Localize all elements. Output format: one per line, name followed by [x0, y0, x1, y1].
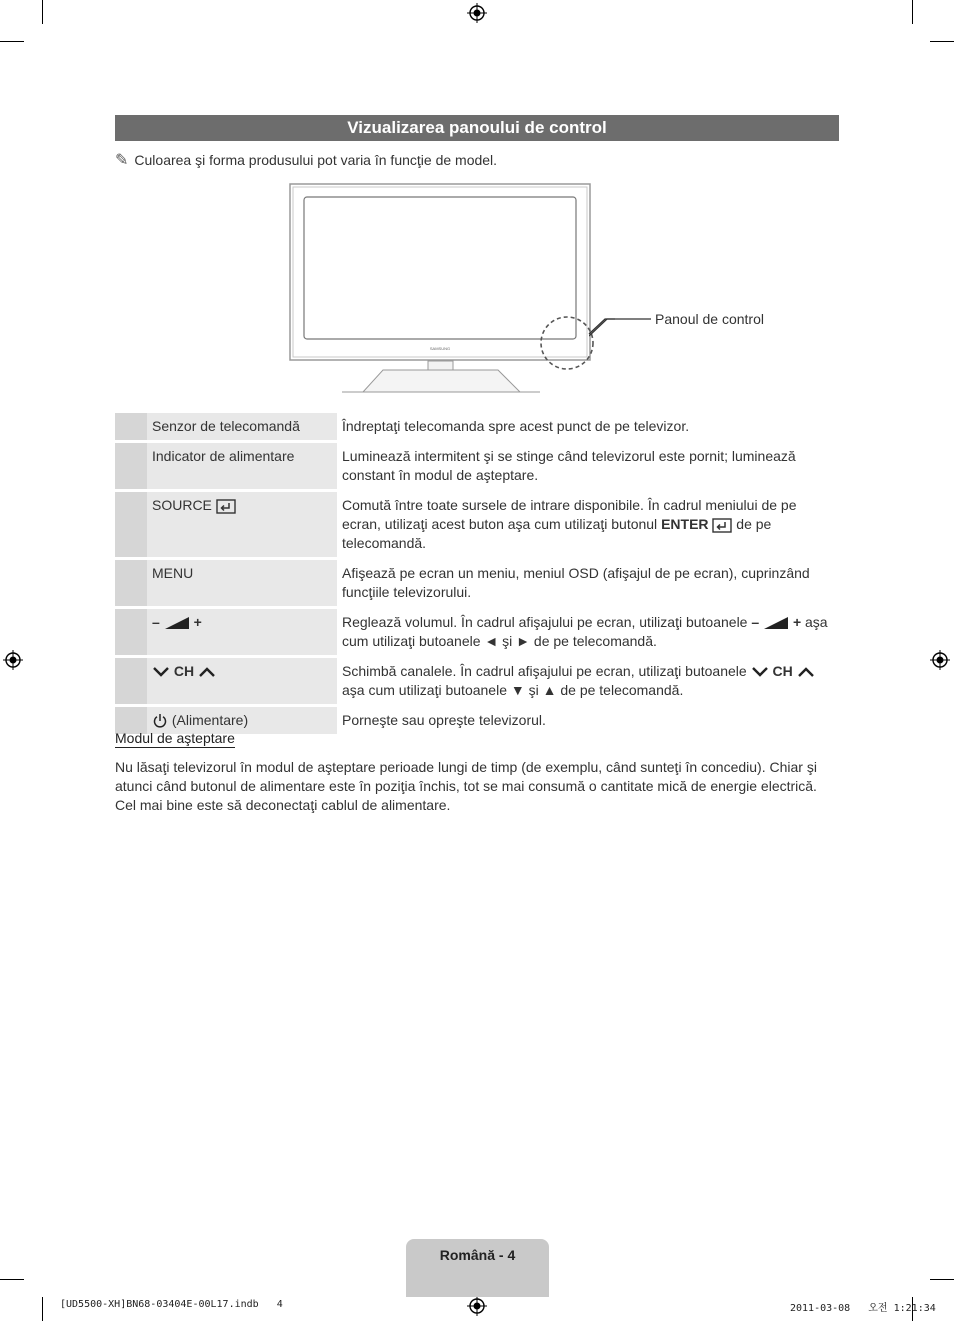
brand-logo-text: SAMSUNG [429, 346, 451, 351]
desc-text: aşa cum utilizaţi butoanele ◄ şi ► de pe telecomandă. [342, 614, 828, 649]
chevron-down-icon [152, 666, 170, 678]
enter-icon [216, 499, 236, 514]
table-row [115, 443, 839, 489]
tv-illustration [285, 182, 615, 400]
table-row [115, 560, 839, 606]
crop-mark [42, 1297, 43, 1321]
table-row [115, 492, 839, 557]
power-label: (Alimentare) [171, 712, 249, 728]
registration-mark-icon [467, 3, 487, 23]
table-row [115, 609, 839, 655]
crop-mark [912, 0, 913, 24]
callout-label: Panoul de control [655, 311, 764, 327]
desc-text: de pe telecomandă. [342, 516, 772, 551]
crop-mark [930, 41, 954, 42]
control-name: Indicator de alimentare [147, 443, 337, 489]
power-icon [152, 713, 168, 729]
row-marker [115, 413, 147, 440]
footer-file-info: [UD5500-XH]BN68-03404E-00L17.indb 4 [60, 1299, 283, 1310]
standby-paragraph: Nu lăsaţi televizorul în modul de aşteptare perioade lungi de timp (de exemplu, când sunteţi în concediu). Chiar şi atunci când butonul de alimentare este în poziţia închis, tot se mai consumă o cantitate mică de energie electrică. Cel mai bine este să deconectaţi cablul de alimentare. [115, 759, 817, 813]
note [115, 150, 497, 170]
control-desc: Afişează pe ecran un meniu, meniul OSD (afişajul de pe ecran), cuprinzând funcţiile televizorului. [342, 565, 810, 600]
enter-icon [712, 518, 732, 533]
desc-text: Reglează volumul. În cadrul afişajului pe ecran, utilizaţi butoanele [342, 614, 752, 630]
control-desc [337, 492, 839, 557]
chevron-up-icon [797, 666, 815, 678]
desc-bold: ENTER [661, 516, 709, 532]
crop-mark [0, 41, 24, 42]
control-name-source [147, 492, 337, 557]
control-table [115, 410, 839, 737]
control-name: Senzor de telecomandă [147, 413, 337, 440]
volume-icon [763, 616, 789, 630]
section-title: Vizualizarea panoului de control [115, 115, 839, 141]
control-desc: Luminează intermitent şi se stinge când televizorul este pornit; luminează constant în modul de aşteptare. [342, 448, 796, 483]
row-marker [115, 443, 147, 489]
desc-text: Schimbă canalele. În cadrul afişajului pe ecran, utilizaţi butoanele [342, 663, 751, 679]
chevron-up-icon [198, 666, 216, 678]
row-marker [115, 658, 147, 704]
control-desc [337, 609, 839, 655]
page-number-tab: Română - 4 [406, 1239, 549, 1297]
desc-bold: CH [772, 663, 793, 679]
row-marker [115, 609, 147, 655]
callout-line [589, 318, 653, 338]
volume-minus: – [152, 614, 160, 630]
control-name-volume [147, 609, 337, 655]
volume-plus: + [193, 614, 202, 630]
control-desc [337, 658, 839, 704]
note-text: Culoarea şi forma produsului pot varia în funcţie de model. [134, 152, 498, 168]
row-marker [115, 492, 147, 557]
control-name-channel [147, 658, 337, 704]
table-row [115, 658, 839, 704]
table-row [115, 413, 839, 440]
desc-text: Comută între toate sursele de intrare disponibile. În cadrul meniului de pe ecran, utilizaţi acest buton aşa cum utilizaţi butonul [342, 497, 797, 532]
registration-mark-icon [467, 1296, 487, 1316]
desc-text: aşa cum utilizaţi butoanele ▼ şi ▲ de pe telecomandă. [342, 682, 684, 698]
crop-mark [0, 1279, 24, 1280]
control-name: MENU [147, 560, 337, 606]
crop-mark [930, 1279, 954, 1280]
volume-icon [164, 616, 190, 630]
source-label: SOURCE [152, 497, 212, 513]
control-desc: Îndreptaţi telecomanda spre acest punct de pe televizor. [342, 418, 690, 434]
footer-timestamp: 2011-03-08 오전 1:21:34 [790, 1303, 936, 1314]
chevron-down-icon [751, 666, 769, 678]
desc-bold: – [751, 614, 760, 630]
control-desc: Porneşte sau opreşte televizorul. [342, 712, 546, 728]
crop-mark [42, 0, 43, 24]
standby-heading: Modul de aşteptare [115, 730, 235, 746]
row-marker [115, 560, 147, 606]
pencil-note-icon: ✎ [115, 152, 129, 169]
registration-mark-icon [3, 650, 23, 670]
channel-label: CH [173, 663, 195, 679]
desc-bold: + [792, 614, 802, 630]
registration-mark-icon [930, 650, 950, 670]
